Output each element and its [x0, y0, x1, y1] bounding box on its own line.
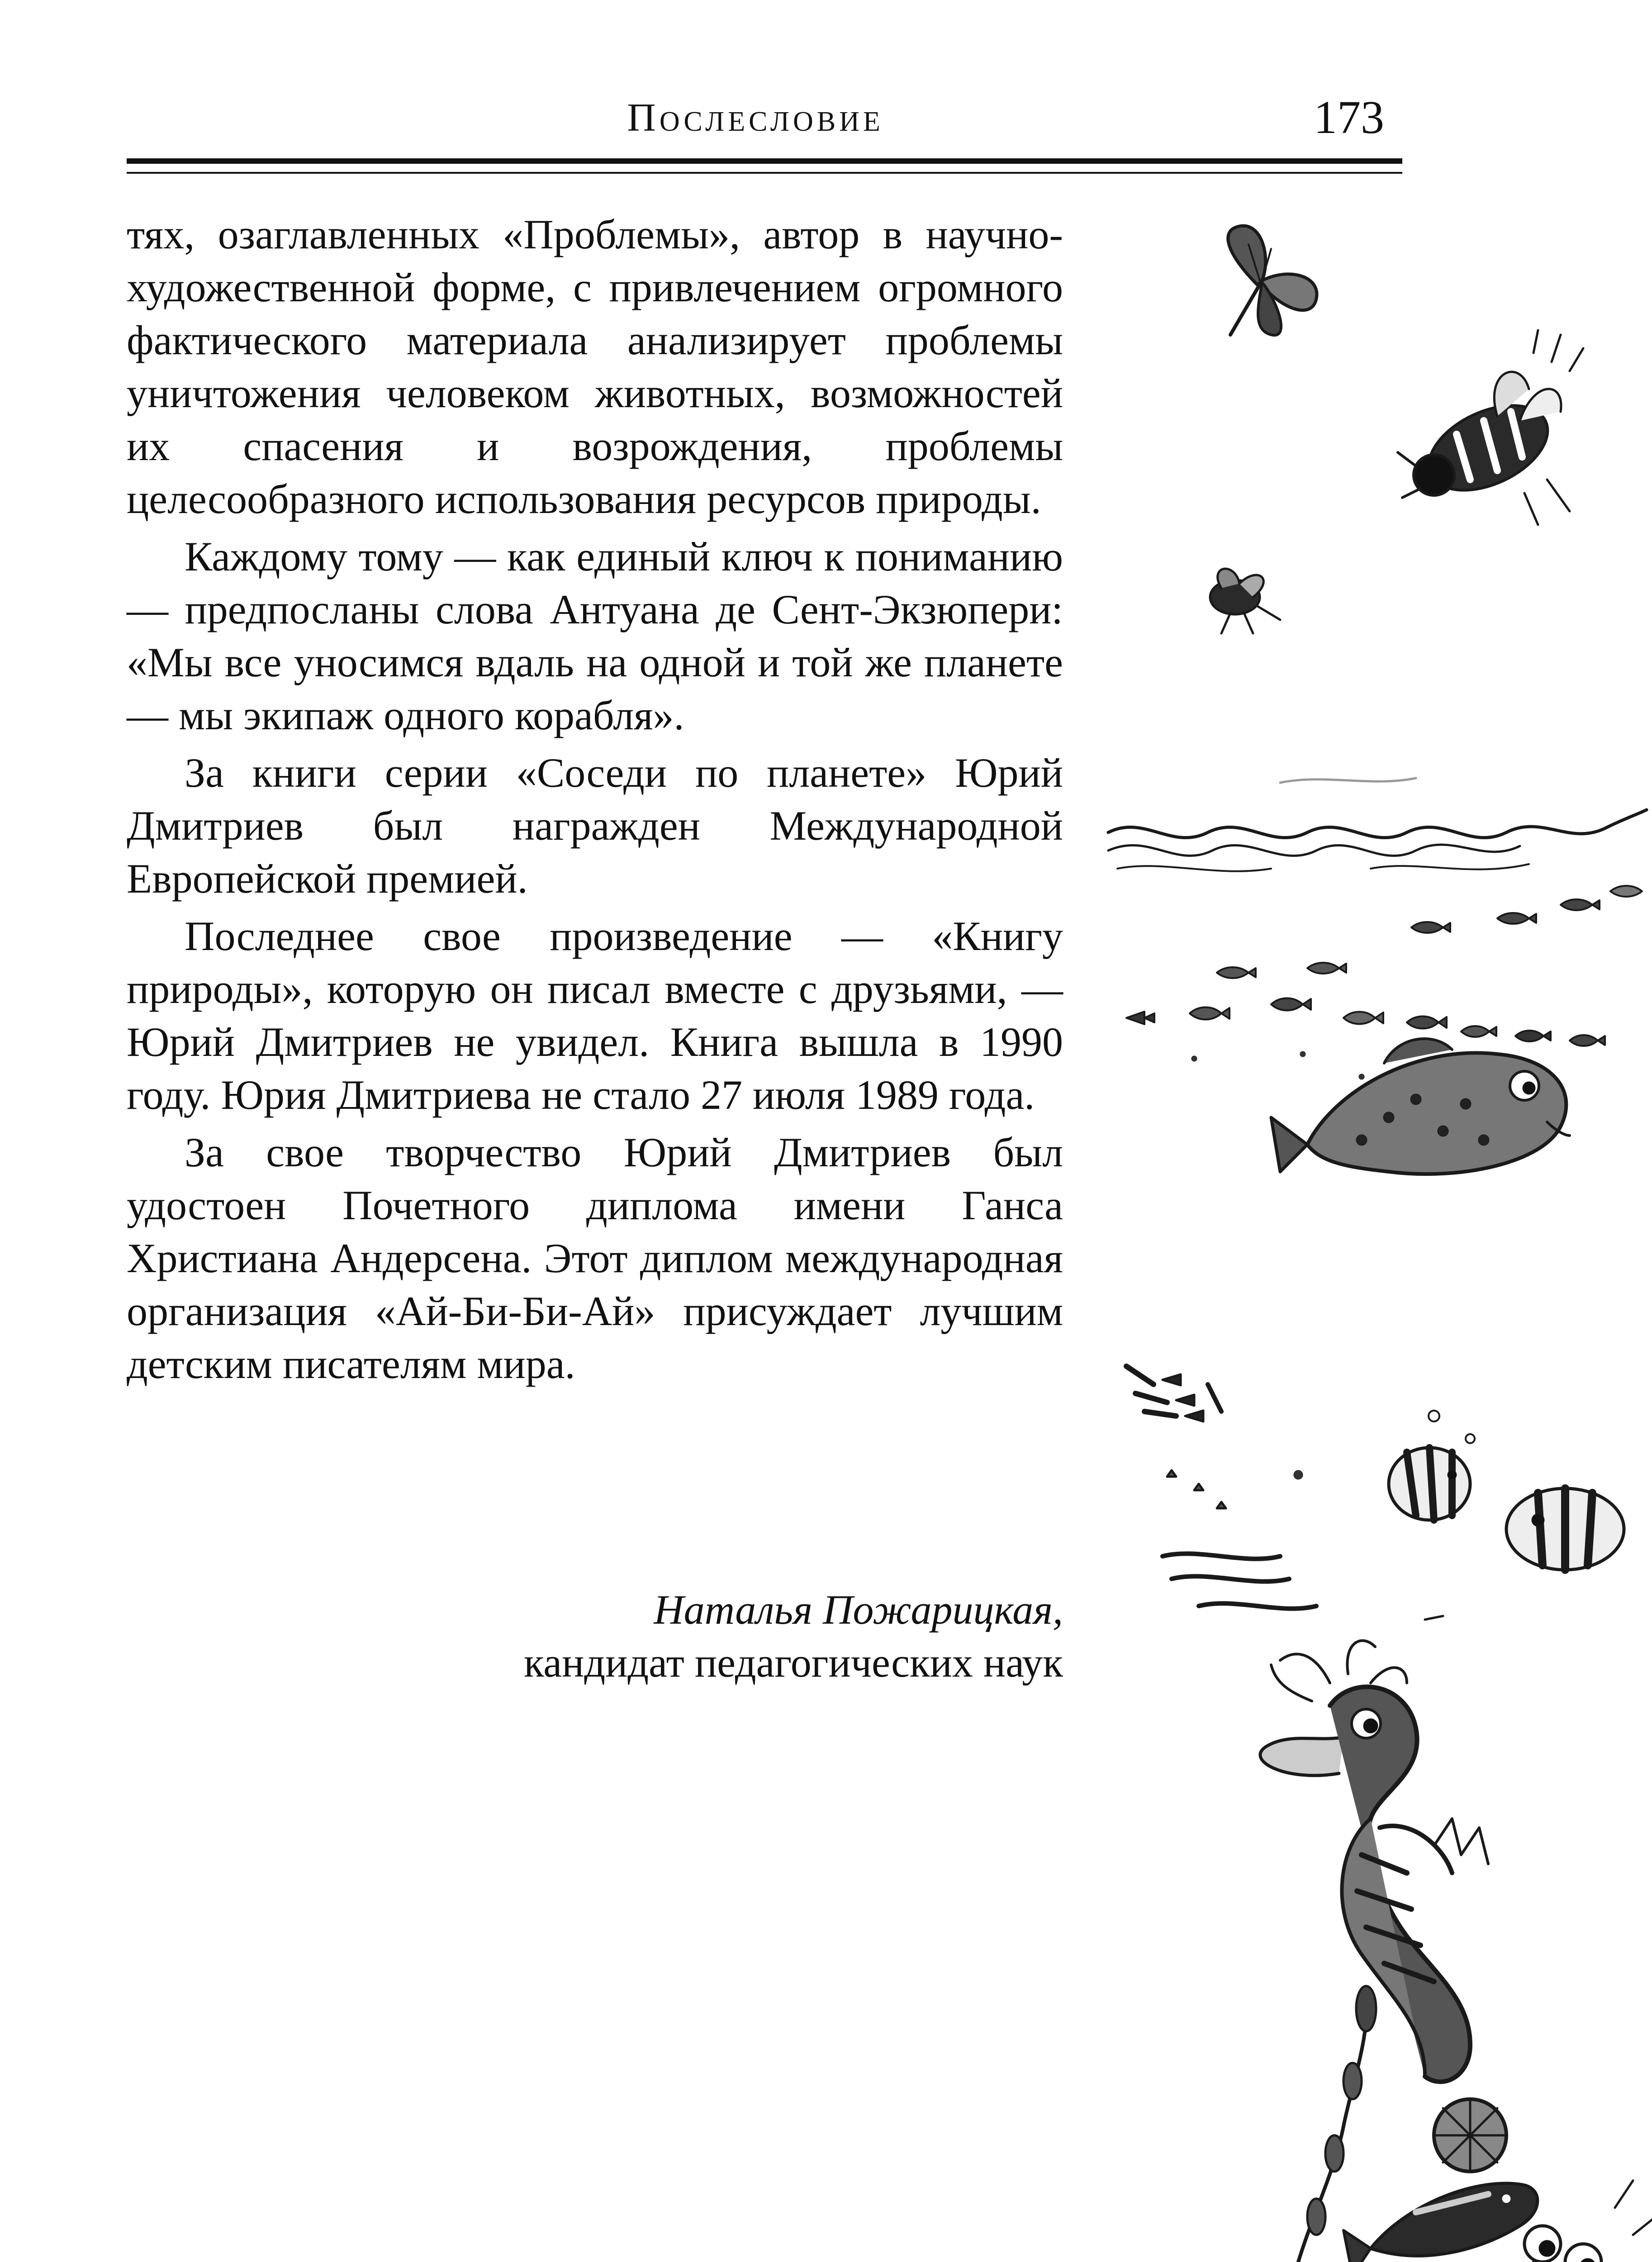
large-fish-icon [1271, 1039, 1570, 1174]
seaweed-icon [1187, 1986, 1376, 2262]
paragraph-5: За свое творчество Юрий Дмитриев был удостоен Почетного диплома имени Ганса Христиана Андерсена. Этот диплом международная организация «Ай-Би-Би-Ай» присуждает лучшим детским писателям мира. [127, 1129, 1063, 1387]
paragraph-2: Каждому тому — как единый ключ к пониманию — предпосланы слова Антуана де Сент-Экзюпери: «Мы все уносимся вдаль на одной и той же планете — мы экипаж одного корабля». [127, 533, 1063, 738]
paragraph-3: За книги серии «Соседи по планете» Юрий Дмитриев был награжден Международной Европейской премией. [127, 750, 1063, 902]
bee-icon [1398, 330, 1583, 525]
fly-icon [1210, 569, 1280, 633]
butterfly-icon [1228, 226, 1317, 335]
header-rule-thick [127, 158, 1402, 164]
fish-school-icon [1126, 886, 1642, 1079]
paragraph-4: Последнее свое произведение — «Книгу природы», которую он писал вместе с друзьями, — Юрий Дмитриев не увидел. Книга вышла в 1990 году. Юрия Дмитриева не стало 27 июля 1989 года. [127, 913, 1063, 1118]
header-rule-thin [127, 172, 1402, 174]
running-title: Послесловие [627, 96, 884, 140]
waves-icon [1108, 778, 1647, 871]
sea-life-illustration [1099, 190, 1652, 2262]
page-number: 173 [1314, 91, 1384, 143]
small-fish-icon [1126, 1366, 1624, 1620]
author-name: Наталья Пожарицкая, [654, 1587, 1063, 1633]
main-text [127, 208, 1063, 1391]
running-header [127, 90, 1384, 145]
seahorse-icon [1260, 1641, 1506, 2172]
paragraph-1: тях, озаглавленных «Проблемы», автор в научно-художественной форме, с привлечением огромного фактического материала анализирует проблемы уничтожения человеком животных, возможностей их спасения и возрождения, проблемы целесообразного использования ресурсов природы. [127, 211, 1063, 522]
author-title: кандидат педагогических наук [523, 1639, 1063, 1686]
large-fish-icon [1343, 2183, 1538, 2262]
signature [127, 1583, 1063, 1689]
